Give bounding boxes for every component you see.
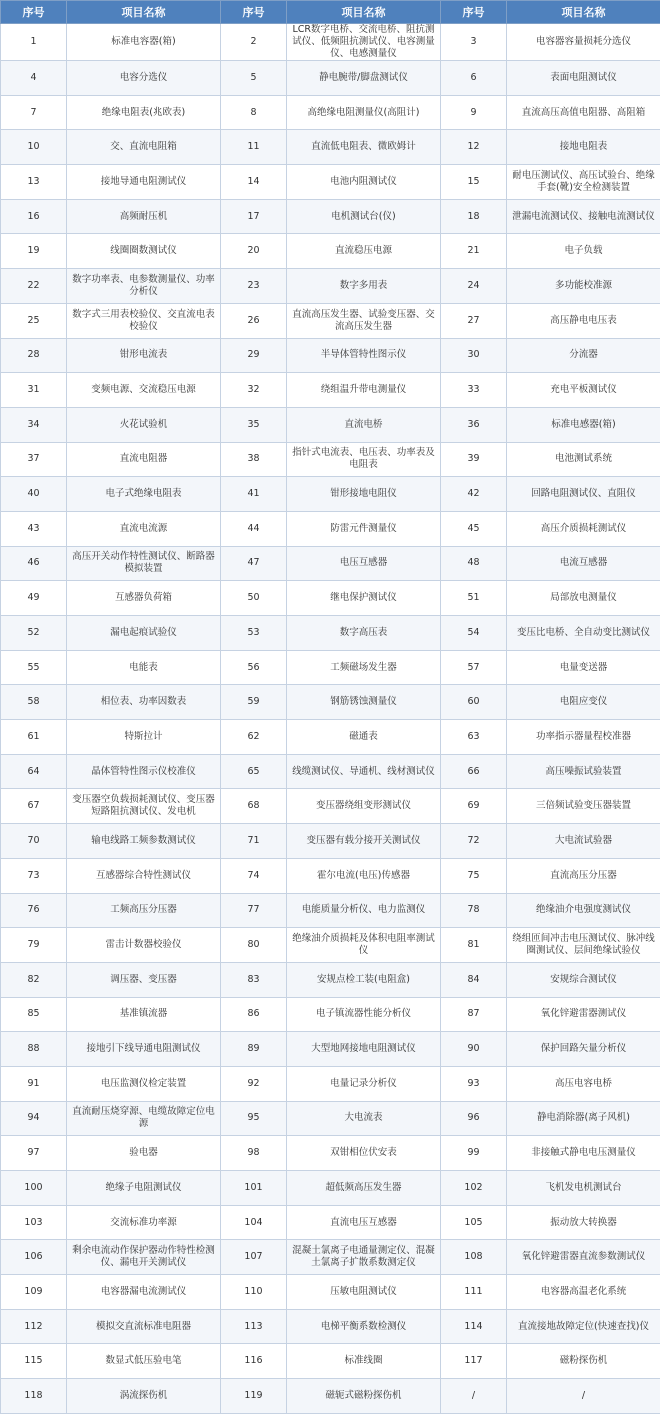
serial-cell: 45 (441, 511, 507, 546)
serial-cell: 4 (1, 61, 67, 96)
serial-cell: 92 (221, 1066, 287, 1101)
item-name-cell: 高绝缘电阻测量仪(高阻计) (287, 95, 441, 130)
item-name-cell: 标准电容器(箱) (67, 24, 221, 61)
item-name-cell: 输电线路工频参数测试仪 (67, 824, 221, 859)
item-name-cell: 接地电阻表 (507, 130, 660, 165)
item-name-cell: 表面电阻测试仪 (507, 61, 660, 96)
item-name-cell: 数字式三用表校验仪、交直流电表校验仪 (67, 303, 221, 338)
item-name-cell: 安规点检工装(电阻盒) (287, 962, 441, 997)
item-name-cell: 电容器高温老化系统 (507, 1275, 660, 1310)
serial-cell: 34 (1, 407, 67, 442)
table-row (1, 95, 660, 130)
item-name-cell: 直流高压发生器、试验变压器、交流高压发生器 (287, 303, 441, 338)
table-row (1, 1309, 660, 1344)
serial-cell: 67 (1, 789, 67, 824)
serial-cell: 53 (221, 616, 287, 651)
serial-cell: 37 (1, 442, 67, 477)
serial-cell: 82 (1, 962, 67, 997)
item-name-cell: 静电腕带/脚盘测试仪 (287, 61, 441, 96)
item-name-cell: 数字功率表、电参数测量仪、功率分析仪 (67, 269, 221, 304)
serial-cell: 103 (1, 1205, 67, 1240)
serial-cell: 2 (221, 24, 287, 61)
item-name-cell: 变压器有载分接开关测试仪 (287, 824, 441, 859)
serial-cell: 23 (221, 269, 287, 304)
item-name-cell: 直流高压高值电阻器、高阻箱 (507, 95, 660, 130)
item-name-cell: 电能质量分析仪、电力监测仪 (287, 893, 441, 928)
table-row (1, 234, 660, 269)
serial-cell: 3 (441, 24, 507, 61)
item-name-cell: 剩余电流动作保护器动作特性检测仪、漏电开关测试仪 (67, 1240, 221, 1275)
serial-cell: 118 (1, 1379, 67, 1414)
serial-cell: 93 (441, 1066, 507, 1101)
serial-cell: 60 (441, 685, 507, 720)
serial-cell: 117 (441, 1344, 507, 1379)
serial-cell: 54 (441, 616, 507, 651)
item-name-cell: 线圈圈数测试仪 (67, 234, 221, 269)
header-row (1, 1, 660, 24)
item-name-cell: 交流标准功率源 (67, 1205, 221, 1240)
serial-cell: 27 (441, 303, 507, 338)
item-name-cell: 高压静电电压表 (507, 303, 660, 338)
serial-cell: 63 (441, 720, 507, 755)
item-name-cell: 绕组温升带电测量仪 (287, 373, 441, 408)
table-row (1, 685, 660, 720)
serial-cell: 83 (221, 962, 287, 997)
item-name-cell: 泄漏电流测试仪、接触电流测试仪 (507, 199, 660, 234)
item-name-cell: 晶体管特性图示仪校准仪 (67, 754, 221, 789)
item-name-cell: 电容器漏电流测试仪 (67, 1275, 221, 1310)
item-name-cell: 防雷元件测量仪 (287, 511, 441, 546)
table-row (1, 511, 660, 546)
item-name-cell: 电压监测仪检定装置 (67, 1066, 221, 1101)
table-row (1, 824, 660, 859)
item-name-cell: 压敏电阻测试仪 (287, 1275, 441, 1310)
serial-cell: 86 (221, 997, 287, 1032)
header-item-name-3: 项目名称 (507, 1, 660, 24)
serial-cell: 50 (221, 581, 287, 616)
serial-cell: 112 (1, 1309, 67, 1344)
serial-cell: 19 (1, 234, 67, 269)
item-name-cell: / (507, 1379, 660, 1414)
item-name-cell: 振动放大转换器 (507, 1205, 660, 1240)
serial-cell: 79 (1, 928, 67, 963)
serial-cell: 42 (441, 477, 507, 512)
item-name-cell: 直流低电阻表、微欧姆计 (287, 130, 441, 165)
serial-cell: 115 (1, 1344, 67, 1379)
serial-cell: 8 (221, 95, 287, 130)
item-name-cell: 磁轭式磁粉探伤机 (287, 1379, 441, 1414)
item-name-cell: 标准线圈 (287, 1344, 441, 1379)
serial-cell: 11 (221, 130, 287, 165)
item-name-cell: 调压器、变压器 (67, 962, 221, 997)
serial-cell: 28 (1, 338, 67, 373)
item-name-cell: 保护回路矢量分析仪 (507, 1032, 660, 1067)
item-name-cell: 线缆测试仪、导通机、线材测试仪 (287, 754, 441, 789)
serial-cell: 40 (1, 477, 67, 512)
item-name-cell: 电能表 (67, 650, 221, 685)
table-header (1, 1, 660, 24)
item-name-cell: 高压电容电桥 (507, 1066, 660, 1101)
item-name-cell: 基准镇流器 (67, 997, 221, 1032)
item-name-cell: 安规综合测试仪 (507, 962, 660, 997)
serial-cell: 17 (221, 199, 287, 234)
item-name-cell: 绕组匝间冲击电压测试仪、脉冲线圈测试仪、层间绝缘试验仪 (507, 928, 660, 963)
serial-cell: 61 (1, 720, 67, 755)
table-row (1, 997, 660, 1032)
serial-cell: 91 (1, 1066, 67, 1101)
table-row (1, 581, 660, 616)
table-row (1, 1275, 660, 1310)
item-name-cell: 绝缘油介质损耗及体积电阻率测试仪 (287, 928, 441, 963)
header-serial-2: 序号 (221, 1, 287, 24)
serial-cell: 7 (1, 95, 67, 130)
item-name-cell: 钳形接地电阻仪 (287, 477, 441, 512)
table-row (1, 165, 660, 200)
serial-cell: 48 (441, 546, 507, 581)
table-row (1, 199, 660, 234)
serial-cell: 77 (221, 893, 287, 928)
serial-cell: 116 (221, 1344, 287, 1379)
serial-cell: 10 (1, 130, 67, 165)
item-name-cell: 电压互感器 (287, 546, 441, 581)
serial-cell: 106 (1, 1240, 67, 1275)
item-name-cell: 电机测试台(仪) (287, 199, 441, 234)
item-name-cell: 三倍频试验变压器装置 (507, 789, 660, 824)
item-name-cell: 工频高压分压器 (67, 893, 221, 928)
item-name-cell: 电量变送器 (507, 650, 660, 685)
serial-cell: 24 (441, 269, 507, 304)
table-row (1, 1344, 660, 1379)
item-name-cell: 超低频高压发生器 (287, 1171, 441, 1206)
serial-cell: 5 (221, 61, 287, 96)
item-name-cell: 磁粉探伤机 (507, 1344, 660, 1379)
table-row (1, 1032, 660, 1067)
item-name-cell: 电子镇流器性能分析仪 (287, 997, 441, 1032)
table-row (1, 650, 660, 685)
serial-cell: / (441, 1379, 507, 1414)
serial-cell: 58 (1, 685, 67, 720)
serial-cell: 114 (441, 1309, 507, 1344)
serial-cell: 88 (1, 1032, 67, 1067)
table-row (1, 893, 660, 928)
item-name-cell: 电流互感器 (507, 546, 660, 581)
table-row (1, 338, 660, 373)
item-name-cell: 氧化锌避雷器直流参数测试仪 (507, 1240, 660, 1275)
item-name-cell: 变压器绕组变形测试仪 (287, 789, 441, 824)
item-name-cell: 电池内阻测试仪 (287, 165, 441, 200)
item-name-cell: 直流耐压烧穿源、电缆故障定位电源 (67, 1101, 221, 1136)
item-name-cell: 模拟交直流标准电阻器 (67, 1309, 221, 1344)
item-name-cell: 飞机发电机测试台 (507, 1171, 660, 1206)
serial-cell: 43 (1, 511, 67, 546)
serial-cell: 57 (441, 650, 507, 685)
serial-cell: 21 (441, 234, 507, 269)
serial-cell: 73 (1, 858, 67, 893)
serial-cell: 70 (1, 824, 67, 859)
item-name-cell: 高频耐压机 (67, 199, 221, 234)
item-name-cell: 绝缘油介电强度测试仪 (507, 893, 660, 928)
item-name-cell: 验电器 (67, 1136, 221, 1171)
serial-cell: 89 (221, 1032, 287, 1067)
serial-cell: 68 (221, 789, 287, 824)
serial-cell: 47 (221, 546, 287, 581)
item-name-cell: 接地导通电阻测试仪 (67, 165, 221, 200)
table-row (1, 442, 660, 477)
serial-cell: 15 (441, 165, 507, 200)
serial-cell: 46 (1, 546, 67, 581)
item-name-cell: 电子负载 (507, 234, 660, 269)
item-name-cell: 大型地网接地电阻测试仪 (287, 1032, 441, 1067)
item-name-cell: 直流电桥 (287, 407, 441, 442)
table-row (1, 61, 660, 96)
serial-cell: 95 (221, 1101, 287, 1136)
table-row (1, 303, 660, 338)
item-name-cell: 大电流表 (287, 1101, 441, 1136)
item-name-cell: 变压器空负载损耗测试仪、变压器短路阻抗测试仪、发电机 (67, 789, 221, 824)
serial-cell: 96 (441, 1101, 507, 1136)
item-name-cell: 继电保护测试仪 (287, 581, 441, 616)
item-name-cell: 充电平板测试仪 (507, 373, 660, 408)
serial-cell: 66 (441, 754, 507, 789)
serial-cell: 64 (1, 754, 67, 789)
table-row (1, 789, 660, 824)
table-row (1, 130, 660, 165)
item-name-cell: 数字高压表 (287, 616, 441, 651)
serial-cell: 35 (221, 407, 287, 442)
serial-cell: 107 (221, 1240, 287, 1275)
item-name-cell: 直流电阻器 (67, 442, 221, 477)
item-name-cell: 火花试验机 (67, 407, 221, 442)
item-name-cell: 涡流探伤机 (67, 1379, 221, 1414)
item-name-cell: 多功能校准源 (507, 269, 660, 304)
header-serial-1: 序号 (1, 1, 67, 24)
serial-cell: 69 (441, 789, 507, 824)
serial-cell: 109 (1, 1275, 67, 1310)
table-row (1, 858, 660, 893)
item-name-cell: 直流电流源 (67, 511, 221, 546)
serial-cell: 31 (1, 373, 67, 408)
serial-cell: 22 (1, 269, 67, 304)
serial-cell: 26 (221, 303, 287, 338)
item-name-cell: 特斯拉计 (67, 720, 221, 755)
item-name-cell: 工频磁场发生器 (287, 650, 441, 685)
serial-cell: 74 (221, 858, 287, 893)
table-row (1, 720, 660, 755)
table-row (1, 1101, 660, 1136)
serial-cell: 78 (441, 893, 507, 928)
table-row (1, 477, 660, 512)
serial-cell: 101 (221, 1171, 287, 1206)
serial-cell: 56 (221, 650, 287, 685)
serial-cell: 90 (441, 1032, 507, 1067)
serial-cell: 72 (441, 824, 507, 859)
serial-cell: 49 (1, 581, 67, 616)
serial-cell: 113 (221, 1309, 287, 1344)
table-row (1, 407, 660, 442)
serial-cell: 38 (221, 442, 287, 477)
item-name-cell: 混凝土氯离子电通量测定仪、混凝土氯离子扩散系数测定仪 (287, 1240, 441, 1275)
item-name-cell: 直流电压互感器 (287, 1205, 441, 1240)
item-name-cell: 数字多用表 (287, 269, 441, 304)
table-row (1, 1240, 660, 1275)
item-name-cell: 钢筋锈蚀测量仪 (287, 685, 441, 720)
serial-cell: 110 (221, 1275, 287, 1310)
item-name-cell: 功率指示器量程校准器 (507, 720, 660, 755)
serial-cell: 119 (221, 1379, 287, 1414)
serial-cell: 100 (1, 1171, 67, 1206)
header-item-name-2: 项目名称 (287, 1, 441, 24)
table-row (1, 546, 660, 581)
item-name-cell: 磁通表 (287, 720, 441, 755)
item-name-cell: 交、直流电阻箱 (67, 130, 221, 165)
item-name-cell: 互感器负荷箱 (67, 581, 221, 616)
serial-cell: 105 (441, 1205, 507, 1240)
serial-cell: 51 (441, 581, 507, 616)
serial-cell: 80 (221, 928, 287, 963)
serial-cell: 32 (221, 373, 287, 408)
serial-cell: 104 (221, 1205, 287, 1240)
item-name-cell: 漏电起痕试验仪 (67, 616, 221, 651)
item-name-cell: 钳形电流表 (67, 338, 221, 373)
item-name-cell: 雷击计数器校验仪 (67, 928, 221, 963)
serial-cell: 9 (441, 95, 507, 130)
serial-cell: 18 (441, 199, 507, 234)
item-name-cell: 霍尔电流(电压)传感器 (287, 858, 441, 893)
serial-cell: 87 (441, 997, 507, 1032)
serial-cell: 29 (221, 338, 287, 373)
serial-cell: 36 (441, 407, 507, 442)
item-name-cell: 非接触式静电电压测量仪 (507, 1136, 660, 1171)
serial-cell: 102 (441, 1171, 507, 1206)
item-name-cell: 电梯平衡系数检测仪 (287, 1309, 441, 1344)
table-row (1, 962, 660, 997)
table-row (1, 269, 660, 304)
item-name-cell: 绝缘子电阻测试仪 (67, 1171, 221, 1206)
header-item-name-1: 项目名称 (67, 1, 221, 24)
serial-cell: 99 (441, 1136, 507, 1171)
serial-cell: 52 (1, 616, 67, 651)
item-name-cell: 数显式低压验电笔 (67, 1344, 221, 1379)
table-row (1, 754, 660, 789)
item-name-cell: 电容分选仪 (67, 61, 221, 96)
item-name-cell: 指针式电流表、电压表、功率表及电阻表 (287, 442, 441, 477)
table-row (1, 1136, 660, 1171)
item-name-cell: 半导体管特性图示仪 (287, 338, 441, 373)
table-row (1, 24, 660, 61)
item-name-cell: 大电流试验器 (507, 824, 660, 859)
table-row (1, 1171, 660, 1206)
serial-cell: 62 (221, 720, 287, 755)
table-body (1, 24, 660, 1414)
item-name-cell: 高压开关动作特性测试仪、断路器模拟装置 (67, 546, 221, 581)
item-name-cell: 直流稳压电源 (287, 234, 441, 269)
item-name-cell: 互感器综合特性测试仪 (67, 858, 221, 893)
item-name-cell: 高压介质损耗测试仪 (507, 511, 660, 546)
item-name-cell: 绝缘电阻表(兆欧表) (67, 95, 221, 130)
serial-cell: 76 (1, 893, 67, 928)
item-name-cell: 电阻应变仪 (507, 685, 660, 720)
serial-cell: 71 (221, 824, 287, 859)
table-row (1, 928, 660, 963)
item-name-cell: 耐电压测试仪、高压试验台、绝缘手套(靴)安全检测装置 (507, 165, 660, 200)
item-name-cell: 电量记录分析仪 (287, 1066, 441, 1101)
serial-cell: 65 (221, 754, 287, 789)
table-row (1, 616, 660, 651)
item-name-cell: 变频电源、交流稳压电源 (67, 373, 221, 408)
serial-cell: 84 (441, 962, 507, 997)
item-name-cell: 电池测试系统 (507, 442, 660, 477)
serial-cell: 1 (1, 24, 67, 61)
serial-cell: 94 (1, 1101, 67, 1136)
serial-cell: 108 (441, 1240, 507, 1275)
item-name-cell: 局部放电测量仪 (507, 581, 660, 616)
serial-cell: 20 (221, 234, 287, 269)
item-name-cell: 变压比电桥、全自动变比测试仪 (507, 616, 660, 651)
item-name-cell: 接地引下线导通电阻测试仪 (67, 1032, 221, 1067)
item-name-cell: 静电消除器(离子风机) (507, 1101, 660, 1136)
serial-cell: 33 (441, 373, 507, 408)
item-name-cell: 直流接地故障定位(快速查找)仪 (507, 1309, 660, 1344)
serial-cell: 85 (1, 997, 67, 1032)
item-name-cell: 相位表、功率因数表 (67, 685, 221, 720)
header-serial-3: 序号 (441, 1, 507, 24)
serial-cell: 44 (221, 511, 287, 546)
item-name-cell: 电子式绝缘电阻表 (67, 477, 221, 512)
serial-cell: 6 (441, 61, 507, 96)
serial-cell: 75 (441, 858, 507, 893)
table-row (1, 1205, 660, 1240)
item-name-cell: 回路电阻测试仪、直阻仪 (507, 477, 660, 512)
serial-cell: 55 (1, 650, 67, 685)
serial-cell: 12 (441, 130, 507, 165)
serial-cell: 13 (1, 165, 67, 200)
item-name-cell: 分流器 (507, 338, 660, 373)
serial-cell: 14 (221, 165, 287, 200)
serial-cell: 97 (1, 1136, 67, 1171)
serial-cell: 39 (441, 442, 507, 477)
item-name-cell: LCR数字电桥、交流电桥、阻抗测试仪、低频阻抗测试仪、电容测量仪、电感测量仪 (287, 24, 441, 61)
serial-cell: 30 (441, 338, 507, 373)
serial-cell: 16 (1, 199, 67, 234)
serial-cell: 81 (441, 928, 507, 963)
item-name-cell: 标准电感器(箱) (507, 407, 660, 442)
table-row (1, 1379, 660, 1414)
serial-cell: 111 (441, 1275, 507, 1310)
serial-cell: 98 (221, 1136, 287, 1171)
serial-cell: 41 (221, 477, 287, 512)
item-name-cell: 双钳相位伏安表 (287, 1136, 441, 1171)
serial-cell: 59 (221, 685, 287, 720)
table-row (1, 373, 660, 408)
table-row (1, 1066, 660, 1101)
serial-cell: 25 (1, 303, 67, 338)
item-name-cell: 电容器容量损耗分选仪 (507, 24, 660, 61)
item-name-cell: 直流高压分压器 (507, 858, 660, 893)
item-name-cell: 高压噪振试验装置 (507, 754, 660, 789)
item-name-cell: 氧化锌避雷器测试仪 (507, 997, 660, 1032)
